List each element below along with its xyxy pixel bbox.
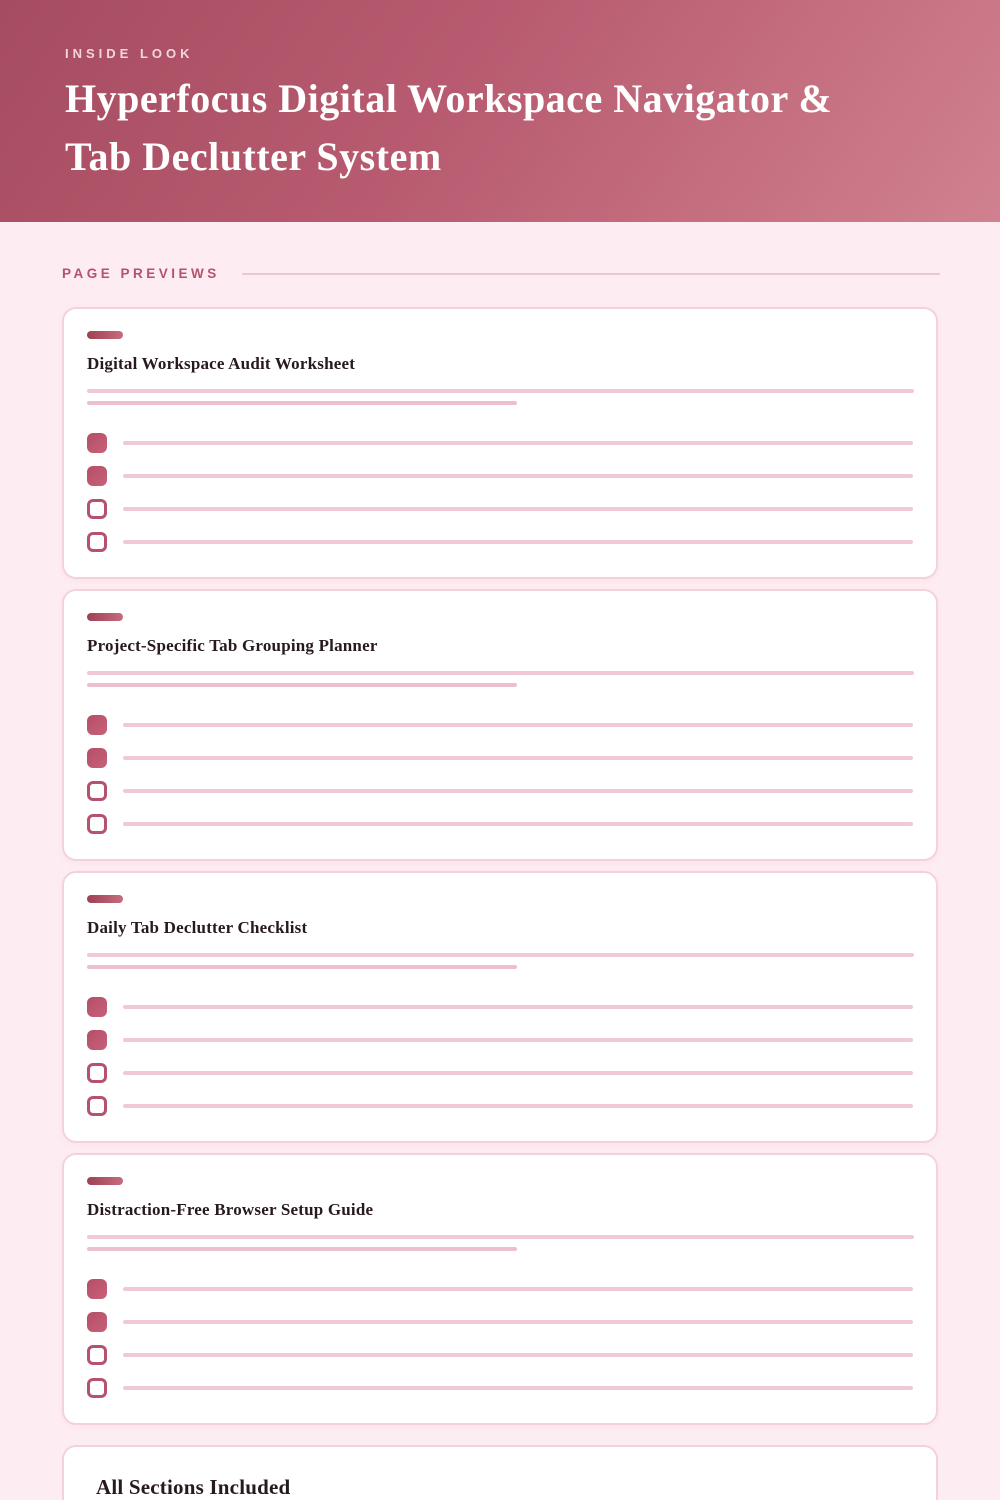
placeholder-line bbox=[87, 1247, 517, 1251]
checkbox-unchecked-icon bbox=[87, 814, 107, 834]
placeholder-line bbox=[87, 1235, 914, 1239]
checklist-preview bbox=[87, 715, 914, 834]
checkbox-unchecked-icon bbox=[87, 1096, 107, 1116]
placeholder-line bbox=[123, 1104, 913, 1108]
checklist-row bbox=[87, 532, 914, 552]
preview-card-digital-workspace-audit-worksheet bbox=[62, 307, 938, 579]
checkbox-checked-icon bbox=[87, 715, 107, 735]
placeholder-line bbox=[123, 441, 913, 445]
checklist-row bbox=[87, 748, 914, 768]
checkbox-unchecked-icon bbox=[87, 781, 107, 801]
checklist-row bbox=[87, 466, 914, 486]
eyebrow-label: INSIDE LOOK bbox=[65, 46, 194, 61]
placeholder-line bbox=[123, 1386, 913, 1390]
checkbox-checked-icon bbox=[87, 1312, 107, 1332]
checklist-row bbox=[87, 1345, 914, 1365]
placeholder-line bbox=[123, 1320, 913, 1324]
checkbox-checked-icon bbox=[87, 997, 107, 1017]
checklist-row bbox=[87, 1279, 914, 1299]
bottom-card-title: All Sections Included bbox=[96, 1475, 291, 1499]
checklist-row bbox=[87, 715, 914, 735]
placeholder-line bbox=[123, 1071, 913, 1075]
section-label: PAGE PREVIEWS bbox=[62, 266, 220, 281]
placeholder-line bbox=[123, 1038, 913, 1042]
placeholder-line bbox=[123, 822, 913, 826]
checkbox-unchecked-icon bbox=[87, 1063, 107, 1083]
placeholder-line bbox=[123, 540, 913, 544]
placeholder-line bbox=[87, 953, 914, 957]
placeholder-line bbox=[87, 389, 914, 393]
placeholder-line bbox=[123, 507, 913, 511]
checklist-row bbox=[87, 814, 914, 834]
preview-card-distraction-free-browser-setup-guide bbox=[62, 1153, 938, 1425]
card-title: Project-Specific Tab Grouping Planner bbox=[87, 636, 378, 655]
section-header bbox=[62, 266, 940, 281]
placeholder-line bbox=[123, 474, 913, 478]
section-divider-line bbox=[242, 273, 940, 275]
checklist-row bbox=[87, 1378, 914, 1398]
card-title: Digital Workspace Audit Worksheet bbox=[87, 354, 356, 373]
placeholder-line bbox=[87, 965, 517, 969]
placeholder-line bbox=[87, 683, 517, 687]
checkbox-unchecked-icon bbox=[87, 1345, 107, 1365]
placeholder-line bbox=[123, 756, 913, 760]
checklist-row bbox=[87, 1312, 914, 1332]
all-sections-included-card bbox=[62, 1445, 938, 1500]
checkbox-checked-icon bbox=[87, 748, 107, 768]
checkbox-checked-icon bbox=[87, 466, 107, 486]
checklist-row bbox=[87, 1030, 914, 1050]
accent-bar bbox=[87, 613, 123, 621]
placeholder-line bbox=[123, 1287, 913, 1291]
checklist-row bbox=[87, 1063, 914, 1083]
placeholder-line bbox=[123, 1353, 913, 1357]
accent-bar bbox=[87, 331, 123, 339]
checkbox-unchecked-icon bbox=[87, 532, 107, 552]
checklist-row bbox=[87, 499, 914, 519]
page-previews-list bbox=[62, 307, 938, 1425]
checkbox-checked-icon bbox=[87, 1279, 107, 1299]
placeholder-line bbox=[123, 1005, 913, 1009]
checklist-row bbox=[87, 997, 914, 1017]
card-title: Daily Tab Declutter Checklist bbox=[87, 918, 308, 937]
accent-bar bbox=[87, 1177, 123, 1185]
checkbox-unchecked-icon bbox=[87, 1378, 107, 1398]
hero-banner bbox=[0, 0, 1000, 222]
accent-bar bbox=[87, 895, 123, 903]
checklist-preview bbox=[87, 1279, 914, 1398]
checklist-row bbox=[87, 781, 914, 801]
checklist-preview bbox=[87, 433, 914, 552]
checklist-row bbox=[87, 1096, 914, 1116]
checkbox-checked-icon bbox=[87, 1030, 107, 1050]
page-title-line-2: Tab Declutter System bbox=[65, 134, 442, 179]
placeholder-line bbox=[123, 789, 913, 793]
checkbox-checked-icon bbox=[87, 433, 107, 453]
preview-card-project-specific-tab-grouping-planner bbox=[62, 589, 938, 861]
placeholder-line bbox=[87, 401, 517, 405]
placeholder-line bbox=[87, 671, 914, 675]
preview-card-daily-tab-declutter-checklist bbox=[62, 871, 938, 1143]
checkbox-unchecked-icon bbox=[87, 499, 107, 519]
page-title-line-1: Hyperfocus Digital Workspace Navigator & bbox=[65, 76, 833, 121]
placeholder-line bbox=[123, 723, 913, 727]
page-title bbox=[65, 70, 935, 186]
checklist-preview bbox=[87, 997, 914, 1116]
checklist-row bbox=[87, 433, 914, 453]
card-title: Distraction-Free Browser Setup Guide bbox=[87, 1200, 374, 1219]
